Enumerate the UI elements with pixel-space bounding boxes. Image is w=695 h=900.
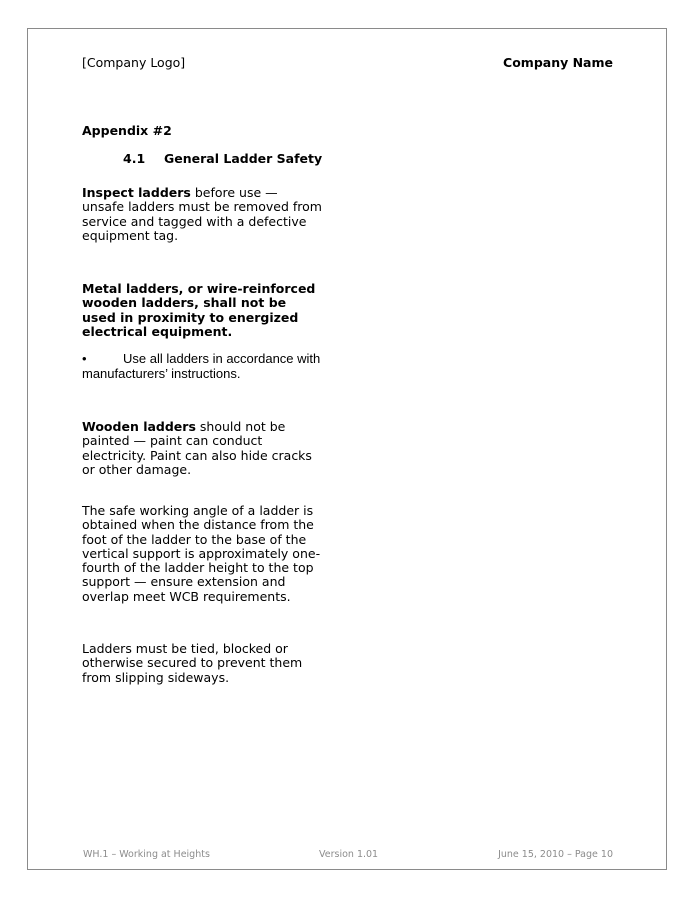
wooden-ladders-text: should not be painted — paint can conduct electricity. Paint can also hide cracks or other damage. [82,419,312,477]
appendix-title: Appendix #2 [82,123,172,138]
bullet-marker: • [82,351,87,366]
document-page [27,28,667,870]
ladders-tied-paragraph: Ladders must be tied, blocked or otherwise secured to prevent them from slipping sideways. [82,641,303,685]
metal-ladders-warning: Metal ladders, or wire-reinforced wooden ladders, shall not be used in proximity to energized electrical equipment. [82,281,316,339]
inspect-ladders-text: before use — unsafe ladders must be removed from service and tagged with a defective equipment tag. [82,185,322,243]
section-heading [123,151,322,166]
section-title: General Ladder Safety [164,151,323,166]
inspect-ladders-paragraph [82,186,322,243]
inspect-ladders-lead: Inspect ladders [82,185,191,200]
footer-document-title: WH.1 – Working at Heights [83,849,210,860]
footer-date-page: June 15, 2010 – Page 10 [498,849,613,860]
company-logo-placeholder: [Company Logo] [82,55,186,70]
company-name: Company Name [503,55,613,70]
working-angle-paragraph: The safe working angle of a ladder is obtained when the distance from the foot of the ladder to the base of the vertical support is approximately one-fourth of the ladder height to the top support — ensure extension and overlap meet WCB requirements. [82,503,321,604]
section-number: 4.1 [123,151,146,166]
bullet-text: Use all ladders in accordance with manufacturers’ instructions. [82,351,321,381]
wooden-ladders-lead: Wooden ladders [82,419,196,434]
footer-version: Version 1.01 [319,849,379,860]
manufacturer-instructions-bullet [82,351,327,381]
wooden-ladders-paragraph [82,420,322,477]
